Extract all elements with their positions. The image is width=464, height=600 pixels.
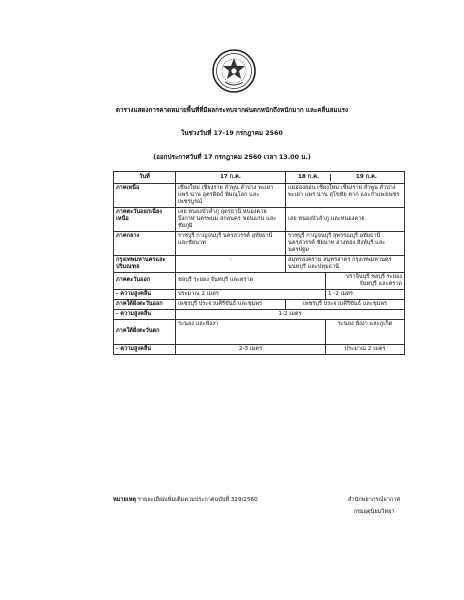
cell-northeast-17: เลย หนองบัวลำภู อุดรธานี หนองคาย บึงกาฬ นครพนม สกลนคร ขอนแก่น และชัยภูมิ: [176, 207, 286, 231]
cell-north-17: เชียงใหม่ เชียงราย ลำพูน ลำปาง พะเยา แพร่ น่าน อุตรดิตถ์ พิษณุโลก และเพชรบูรณ์: [176, 183, 286, 207]
footnote-text: รายละเอียดเพิ่มเติมตามประกาศฉบับที่ 329/2560: [137, 497, 258, 503]
table-row: [114, 207, 405, 231]
table-row: [114, 319, 405, 344]
cell-bangkok-18-19: สมุทรสงคราม สมุทรสาคร กรุงเทพมหานคร นนทบุรี และปทุมธานี: [286, 255, 405, 272]
cell-bangkok-17: -: [176, 255, 286, 272]
agency-name: สำนักพยากรณ์อากาศ: [347, 497, 401, 503]
footnote: [113, 496, 258, 504]
table-row: [114, 183, 405, 207]
cell-east-wave-17-18: ประมาณ 2 เมตร: [176, 289, 326, 299]
page-title: ตารางแสดงการคาดหมายพื้นที่ที่มีผลกระทบจากฝนตกหนักถึงหนักมาก และคลื่นลมแรง: [115, 107, 349, 114]
cell-northeast-18-19: เลย หนองบัวลำภู และหนองคาย: [286, 207, 405, 231]
cell-east-wave-19: 1 -2 เมตร: [326, 289, 405, 299]
cell-central-17: ราชบุรี กาญจนบุรี นครสวรรค์ อุทัยธานี และชัยนาท: [176, 231, 286, 255]
cell-central-18-19: ราชบุรี กาญจนบุรี สุพรรณบุรี อุทัยธานี นครสวรรค์ ชัยนาท อ่างทอง สิงห์บุรี และนครปฐม: [286, 231, 405, 255]
forecast-period: ในช่วงวันที่ 17-19 กรกฎาคม 2560: [181, 130, 283, 137]
row-label-east: ภาคตะวันออก: [114, 272, 176, 289]
col-header-18: [286, 172, 405, 184]
cell-south-west-wave-19: ประมาณ 2 เมตร: [326, 344, 405, 354]
col-header-date: วันที่: [114, 172, 176, 184]
row-label-south-west-wave: - ความสูงคลื่น: [114, 344, 176, 354]
row-label-central: ภาคกลาง: [114, 231, 176, 255]
department-seal-icon: [211, 48, 257, 94]
row-label-south-east: ภาคใต้ฝั่งตะวันออก: [114, 299, 176, 309]
forecast-table: [113, 171, 405, 355]
table-row: [114, 255, 405, 272]
cell-south-east-19: เพชรบุรี ประจวบคีรีขันธ์ และชุมพร: [286, 299, 405, 309]
cell-east-19: ปราจีนบุรี ชลบุรี ระยอง จันทบุรี และตราด: [326, 272, 405, 289]
table-row: [114, 299, 405, 309]
table-row: [114, 272, 405, 289]
table-row: [114, 344, 405, 354]
row-label-east-wave: - ความสูงคลื่น: [114, 289, 176, 299]
cell-south-west-19: ระนอง พังงา และภูเก็ต: [326, 319, 405, 344]
cell-south-east-17-18: เพชรบุรี ประจวบคีรีขันธ์ และชุมพร: [176, 299, 286, 309]
table-row: [114, 289, 405, 299]
cell-east-17-18: ชลบุรี ระยอง จันทบุรี และตราด: [176, 272, 326, 289]
row-label-north: ภาคเหนือ: [114, 183, 176, 207]
cell-south-east-wave: 1-2 เมตร: [176, 309, 405, 319]
cell-north-18-19: แม่ฮ่องสอน เชียงใหม่ เชียงราย ลำพูน ลำปาง พะเยา แพร่ น่าน สุโขทัย ตาก และกำแพงเพชร: [286, 183, 405, 207]
row-label-bangkok: กรุงเทพมหานครและปริมณฑล: [114, 255, 176, 272]
issued-datetime: (ออกประกาศวันที่ 17 กรกฎาคม 2560 เวลา 13.00 น.): [153, 154, 311, 161]
row-label-northeast: ภาคตะวันออกเฉียงเหนือ: [114, 207, 176, 231]
col-header-18-label: 18 ก.ค.: [297, 174, 320, 180]
row-label-south-east-wave: - ความสูงคลื่น: [114, 309, 176, 319]
table-row: [114, 231, 405, 255]
col-header-19-label: 19 ก.ค.: [330, 174, 401, 181]
cell-south-west-17-18: ระนอง และพังงา: [176, 319, 326, 344]
table-row: [114, 309, 405, 319]
row-label-south-west: ภาคใต้ฝั่งตะวันตก: [114, 319, 176, 344]
cell-south-west-wave-17-18: 2-3 เมตร: [176, 344, 326, 354]
col-header-17: 17 ก.ค.: [176, 172, 286, 184]
table-header-row: [114, 172, 405, 184]
department-name: กรมอุตุนิยมวิทยา: [353, 509, 395, 515]
footnote-label: หมายเหตุ: [113, 497, 137, 503]
